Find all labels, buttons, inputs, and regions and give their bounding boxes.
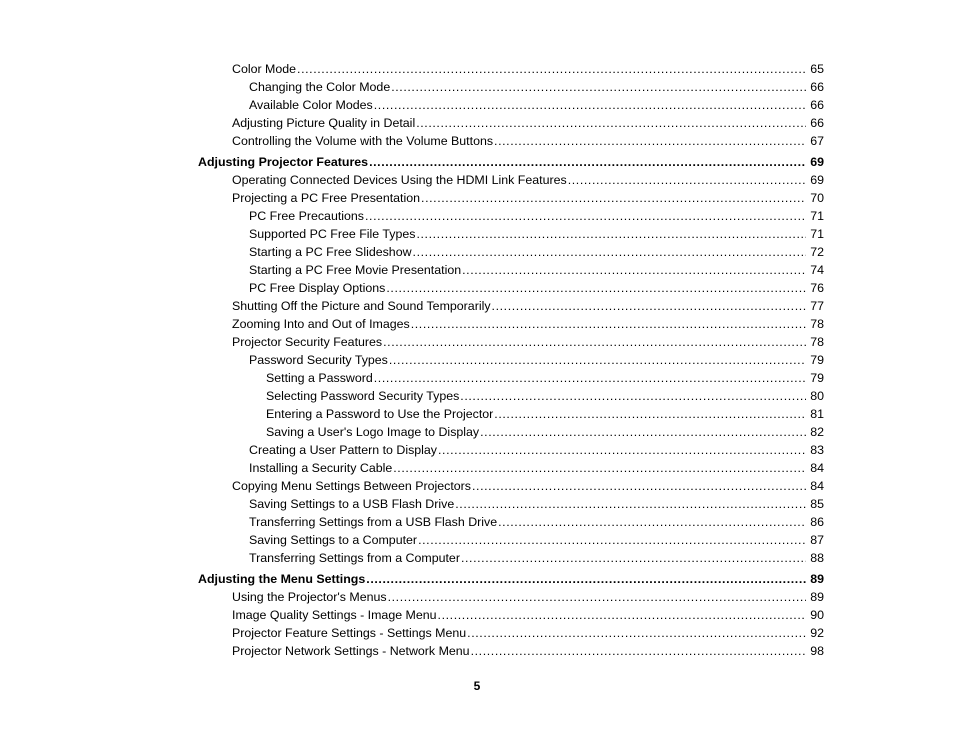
toc-entry[interactable] [0, 588, 954, 606]
toc-entry-title: Image Quality Settings - Image Menu [232, 608, 437, 622]
toc-entry[interactable] [0, 642, 954, 660]
dot-leader [383, 333, 806, 351]
page-number: 5 [473, 679, 481, 693]
toc-entry-page: 79 [810, 371, 824, 385]
toc-entry-title: Projecting a PC Free Presentation [232, 191, 421, 205]
toc-entry[interactable] [0, 333, 954, 351]
dot-leader [369, 153, 806, 171]
toc-entry-title: Copying Menu Settings Between Projectors [232, 479, 471, 493]
toc-entry-title: Zooming Into and Out of Images [232, 317, 410, 331]
toc-entry-title: Using the Projector's Menus [232, 590, 387, 604]
toc-entry-page: 87 [810, 533, 824, 547]
dot-leader [455, 495, 806, 513]
toc-entry-title: Projector Feature Settings - Settings Menu [232, 626, 467, 640]
dot-leader [498, 513, 806, 531]
toc-entry-page: 81 [810, 407, 824, 421]
dot-leader [471, 642, 806, 660]
toc-entry-page: 90 [810, 608, 824, 622]
toc-entry-title: Adjusting Projector Features [198, 155, 369, 169]
dot-leader [297, 60, 806, 78]
toc-entry[interactable] [0, 549, 954, 567]
toc-entry-title: Operating Connected Devices Using the HDMI Link Features [232, 173, 567, 187]
toc-entry-page: 79 [810, 353, 824, 367]
toc-entry-page: 92 [810, 626, 824, 640]
toc-entry-title: Controlling the Volume with the Volume Buttons [232, 134, 494, 148]
toc-entry-page: 71 [810, 209, 824, 223]
toc-entry[interactable] [0, 513, 954, 531]
toc-entry-page: 89 [810, 590, 824, 604]
dot-leader [480, 423, 806, 441]
toc-entry[interactable] [0, 132, 954, 150]
toc-entry[interactable] [0, 423, 954, 441]
toc-entry-title: Adjusting Picture Quality in Detail [232, 116, 416, 130]
dot-leader [411, 315, 806, 333]
toc-entry-page: 86 [810, 515, 824, 529]
dot-leader [494, 132, 806, 150]
toc-entry[interactable] [0, 279, 954, 297]
toc-entry[interactable] [0, 624, 954, 642]
toc-entry[interactable] [0, 405, 954, 423]
toc-entry[interactable] [0, 96, 954, 114]
dot-leader [438, 606, 806, 624]
toc-entry-title: Available Color Modes [249, 98, 373, 112]
toc-entry-title: Supported PC Free File Types [249, 227, 416, 241]
toc-section-heading[interactable] [0, 570, 954, 588]
toc-entry-title: Entering a Password to Use the Projector [266, 407, 494, 421]
toc-entry-page: 78 [810, 317, 824, 331]
toc-entry-page: 67 [810, 134, 824, 148]
toc-entry-title: Password Security Types [249, 353, 388, 367]
dot-leader [438, 441, 806, 459]
toc-entry-page: 98 [810, 644, 824, 658]
toc-entry-page: 69 [810, 155, 824, 169]
toc-entry-title: Transferring Settings from a USB Flash Drive [249, 515, 498, 529]
toc-entry[interactable] [0, 315, 954, 333]
toc-entry-page: 74 [810, 263, 824, 277]
dot-leader [366, 570, 806, 588]
toc-entry-title: Selecting Password Security Types [266, 389, 460, 403]
dot-leader [418, 531, 806, 549]
toc-entry-page: 82 [810, 425, 824, 439]
dot-leader [413, 243, 806, 261]
toc-entry-title: Saving a User's Logo Image to Display [266, 425, 480, 439]
dot-leader [393, 459, 806, 477]
toc-entry-page: 80 [810, 389, 824, 403]
dot-leader [416, 114, 806, 132]
toc-entry[interactable] [0, 531, 954, 549]
toc-entry-page: 72 [810, 245, 824, 259]
toc-entry-page: 88 [810, 551, 824, 565]
toc-entry-page: 69 [810, 173, 824, 187]
toc-entry-page: 76 [810, 281, 824, 295]
dot-leader [386, 279, 806, 297]
dot-leader [374, 96, 806, 114]
toc-entry-title: Changing the Color Mode [249, 80, 391, 94]
toc-entry-title: Creating a User Pattern to Display [249, 443, 438, 457]
dot-leader [467, 624, 806, 642]
toc-entry[interactable] [0, 351, 954, 369]
toc-entry[interactable] [0, 387, 954, 405]
toc-entry[interactable] [0, 459, 954, 477]
toc-entry[interactable] [0, 261, 954, 279]
toc-entry[interactable] [0, 78, 954, 96]
toc-entry-page: 83 [810, 443, 824, 457]
dot-leader [421, 189, 806, 207]
dot-leader [388, 588, 806, 606]
toc-entry[interactable] [0, 297, 954, 315]
toc-entry-title: Installing a Security Cable [249, 461, 393, 475]
toc-entry[interactable] [0, 369, 954, 387]
toc-entry[interactable] [0, 60, 954, 78]
toc-entry[interactable] [0, 114, 954, 132]
toc-entry-page: 66 [810, 80, 824, 94]
toc-entry-page: 66 [810, 98, 824, 112]
toc-entry-page: 65 [810, 62, 824, 76]
toc-entry-title: Projector Network Settings - Network Menu [232, 644, 470, 658]
toc-entry-page: 89 [810, 572, 824, 586]
toc-entry-title: Shutting Off the Picture and Sound Temporarily [232, 299, 491, 313]
dot-leader [365, 207, 806, 225]
toc-section-heading[interactable] [0, 153, 954, 171]
dot-leader [374, 369, 806, 387]
toc-entry-page: 85 [810, 497, 824, 511]
toc-entry-page: 71 [810, 227, 824, 241]
table-of-contents [0, 60, 954, 660]
toc-entry-page: 84 [810, 479, 824, 493]
toc-entry-title: Saving Settings to a Computer [249, 533, 418, 547]
dot-leader [389, 351, 806, 369]
dot-leader [391, 78, 806, 96]
toc-entry-title: PC Free Precautions [249, 209, 365, 223]
toc-entry-title: Setting a Password [266, 371, 373, 385]
dot-leader [416, 225, 806, 243]
toc-entry-title: Starting a PC Free Slideshow [249, 245, 412, 259]
toc-entry-page: 84 [810, 461, 824, 475]
toc-entry[interactable] [0, 606, 954, 624]
toc-entry-title: Saving Settings to a USB Flash Drive [249, 497, 455, 511]
toc-entry-title: PC Free Display Options [249, 281, 386, 295]
toc-entry-title: Adjusting the Menu Settings [198, 572, 366, 586]
dot-leader [460, 387, 806, 405]
toc-entry-title: Color Mode [232, 62, 297, 76]
toc-entry[interactable] [0, 441, 954, 459]
dot-leader [494, 405, 806, 423]
toc-entry-title: Starting a PC Free Movie Presentation [249, 263, 462, 277]
toc-entry[interactable] [0, 171, 954, 189]
toc-entry[interactable] [0, 243, 954, 261]
dot-leader [568, 171, 806, 189]
dot-leader [461, 549, 806, 567]
dot-leader [462, 261, 806, 279]
dot-leader [492, 297, 806, 315]
toc-entry[interactable] [0, 495, 954, 513]
toc-entry[interactable] [0, 207, 954, 225]
dot-leader [472, 477, 806, 495]
toc-entry[interactable] [0, 189, 954, 207]
toc-entry[interactable] [0, 477, 954, 495]
toc-entry-page: 66 [810, 116, 824, 130]
toc-entry-title: Transferring Settings from a Computer [249, 551, 460, 565]
toc-entry-page: 70 [810, 191, 824, 205]
toc-entry-page: 77 [810, 299, 824, 313]
toc-entry[interactable] [0, 225, 954, 243]
toc-entry-title: Projector Security Features [232, 335, 383, 349]
toc-entry-page: 78 [810, 335, 824, 349]
